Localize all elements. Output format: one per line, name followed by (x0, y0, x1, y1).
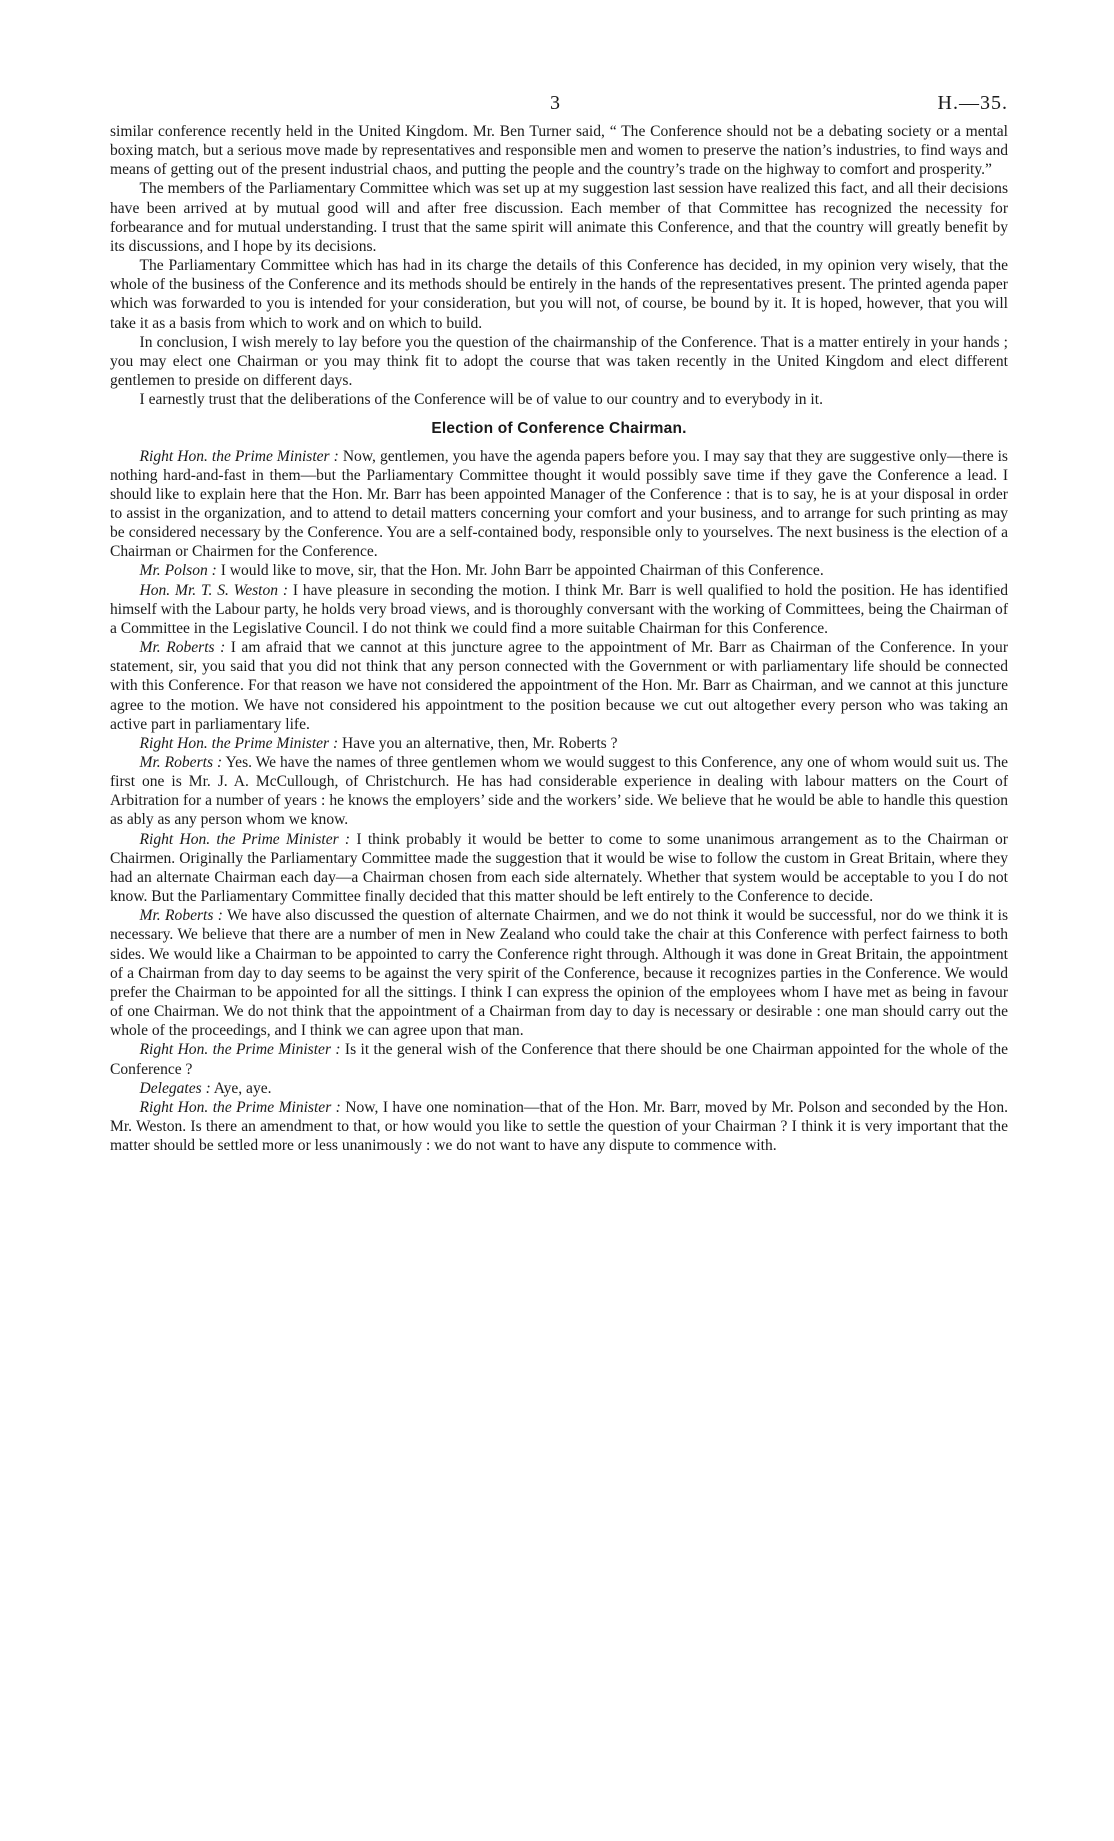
speech-paragraph (110, 1098, 1008, 1155)
speaker-name: Right Hon. the Prime Minister : (139, 1041, 341, 1059)
speech-paragraph (110, 1079, 1008, 1098)
paragraph-continuation: similar conference recently held in the United Kingdom. Mr. Ben Turner said, “ The Conference should not be a debating society or a mental boxing match, but a serious move made by representatives and responsible men and women to preserve the nation’s industries, to find ways and means of getting out of the present industrial chaos, and putting the people and the country’s trade on the highway to comfort and prosperity.” (110, 123, 1008, 179)
speaker-name: Mr. Roberts : (139, 754, 223, 771)
speech-text: Yes. We have the names of three gentlemen whom we would suggest to this Conference, any one of whom would suit us. The first one is Mr. J. A. McCullough, of Christchurch. He has had considerable experience in dealing with labour matters on the Court of Arbitration for a number of years : he knows the employers’ side and the workers’ side. We believe that he would be able to handle this question as ably as any person whom we know. (110, 754, 1008, 829)
speech-text: Now, I have one nomination—that of the Hon. Mr. Barr, moved by Mr. Polson and seconded by the Hon. Mr. Weston. Is there an amendment to that, or how would you like to settle the question of your Chairman ? I think it is very important that the matter should be settled more or less unanimously : we do not want to have any dispute to commence with. (110, 1098, 1008, 1155)
speech-paragraph (110, 447, 1008, 562)
paragraph: The members of the Parliamentary Committee which was set up at my suggestion last session have realized this fact, and all their decisions have been arrived at by mutual good will and after free discussion. Each member of that Committee has recognized the necessity for forbearance and for mutual understanding. I trust that the same spirit will animate this Conference, and that the country will greatly benefit by its discussions, and I hope by its decisions. (110, 180, 1008, 255)
speaker-name: Right Hon. the Prime Minister : (139, 447, 339, 465)
document-page (110, 0, 1009, 1155)
speaker-name: Right Hon. the Prime Minister : (139, 1098, 341, 1116)
speech-paragraph (110, 1040, 1008, 1078)
speech-text: I think probably it would be better to come to some unanimous arrangement as to the Chairman or Chairmen. Originally the Parliamentary Committee made the suggestion that it would be wise to follow the custom in Great Britain, where they had an alternate Chairman each day—a Chairman chosen from each side alternately. Whether that system would be acceptable to you I do not know. But the Parliamentary Committee finally decided that this matter should be left entirely to the Conference to decide. (110, 830, 1008, 906)
speech-paragraph (110, 734, 1008, 753)
speech-text: I would like to move, sir, that the Hon. Mr. John Barr be appointed Chairman of this Conference. (216, 562, 824, 580)
speaker-name: Right Hon. the Prime Minister : (139, 830, 351, 848)
page-header (110, 0, 1008, 120)
speaker-name: Right Hon. the Prime Minister : (139, 734, 339, 752)
paper-reference: H.—35. (937, 92, 1008, 114)
paragraph: The Parliamentary Committee which has had in its charge the details of this Conference has decided, in my opinion very wisely, that the whole of the business of the Conference and its methods should be entirely in the hands of the representatives present. The printed agenda paper which was forwarded to you is intended for your consideration, but you will not, of course, be bound by it. It is hoped, however, that you will take it as a basis from which to work and on which to build. (110, 257, 1008, 332)
speaker-name: Mr. Roberts : (139, 907, 223, 925)
speech-paragraph (110, 561, 1008, 580)
speech-text: Aye, aye. (210, 1079, 272, 1097)
speech-text: Have you an alternative, then, Mr. Roberts ? (338, 734, 618, 752)
speaker-name: Mr. Roberts : (139, 639, 226, 657)
page-number: 3 (550, 92, 560, 114)
speech-paragraph (110, 581, 1008, 638)
document-body (110, 122, 1008, 1155)
section-heading: Election of Conference Chairman. (431, 420, 687, 438)
speech-text: Now, gentlemen, you have the agenda papers before you. I may say that they are suggestive only—there is nothing hard-and-fast in them—but the Parliamentary Committee thought it would possibly save time if they gave the Conference a lead. I should like to explain here that the Hon. Mr. Barr has been appointed Manager of the Conference : that is to say, he is at your disposal in order to assist in the organization, and to attend to detail matters concerning your comfort and your business, and to arrange for such printing as may be considered necessary by the Conference. You are a self-contained body, responsible only to yourselves. The next business is the election of a Chairman or Chairmen for the Conference. (110, 447, 1008, 561)
paragraph: I earnestly trust that the deliberations of the Conference will be of value to our country and to everybody in it. (139, 391, 823, 409)
speaker-name: Mr. Polson : (139, 562, 217, 580)
speaker-name: Hon. Mr. T. S. Weston : (139, 581, 289, 599)
speech-paragraph (110, 638, 1008, 734)
speaker-name: Delegates : (139, 1079, 211, 1097)
speech-text: I am afraid that we cannot at this juncture agree to the appointment of Mr. Barr as Chairman of the Conference. In your statement, sir, you said that you did not think that any person connected with the Government or with parliamentary life should be connected with this Conference. For that reason we have not considered the appointment of the Hon. Mr. Barr as Chairman, and we cannot at this juncture agree to the motion. We have not considered his appointment to the position because we cut out altogether every person who was taking an active part in parliamentary life. (110, 639, 1008, 733)
speech-paragraph (110, 830, 1008, 907)
paragraph: In conclusion, I wish merely to lay before you the question of the chairmanship of the Conference. That is a matter entirely in your hands ; you may elect one Chairman or you may think fit to adopt the course that was taken recently in the United Kingdom and elect different gentlemen to preside on different days. (110, 333, 1008, 390)
speech-text: I have pleasure in seconding the motion. I think Mr. Barr is well qualified to hold the position. He has identified himself with the Labour party, he holds very broad views, and is thoroughly conversant with the working of Committees, being the Chairman of a Committee in the Legislative Council. I do not think we could find a more suitable Chairman for this Conference. (110, 581, 1008, 637)
speech-paragraph (110, 753, 1008, 830)
speech-text: We have also discussed the question of alternate Chairmen, and we do not think it would be successful, nor do we think it is necessary. We believe that there are a number of men in New Zealand who could take the chair at this Conference with perfect fairness to both sides. We would like a Chairman to be appointed to carry the Conference right through. Although it was done in Great Britain, the appointment of a Chairman from day to day seems to be against the very spirit of the Conference, because it recognizes parties in the Conference. We would prefer the Chairman to be appointed for all the sittings. I think I can express the opinion of the employees whom I have met as being in favour of one Chairman. We do not think that the appointment of a Chairman from day to day is necessary or desirable : one man should carry out the whole of the proceedings, and I think we can agree upon that man. (110, 907, 1009, 1040)
speech-text: Is it the general wish of the Conference that there should be one Chairman appointed for the whole of the Conference ? (110, 1041, 1008, 1078)
speech-paragraph (110, 906, 1008, 1040)
